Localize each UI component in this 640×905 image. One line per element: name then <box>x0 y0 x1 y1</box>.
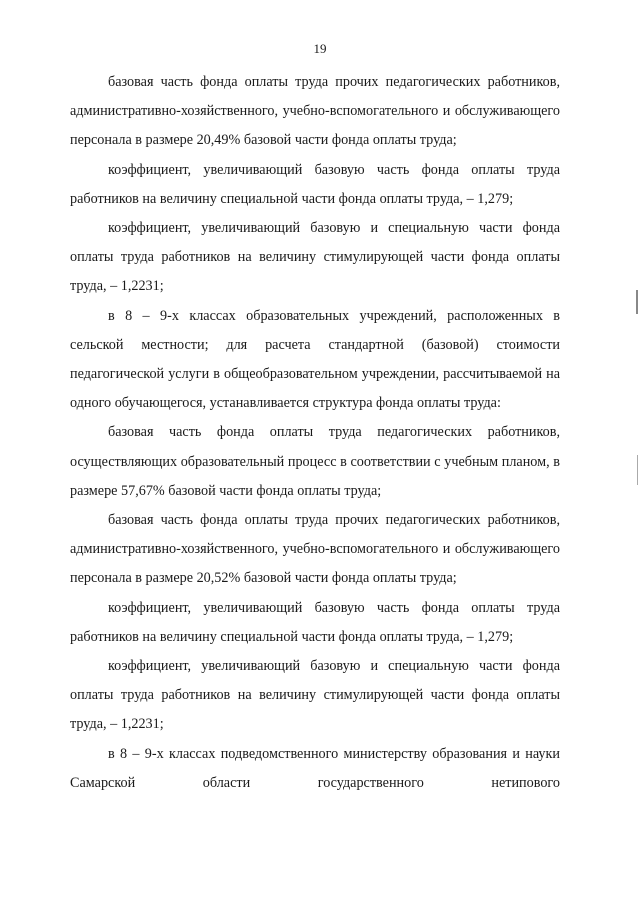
page-number: 19 <box>313 41 327 56</box>
paragraph-7: коэффициент, увеличивающий базовую часть фонда оплаты труда работников на величину специальной части фонда оплаты труда, – 1,279; <box>70 599 560 645</box>
paragraph-4: в 8 – 9-х классах образовательных учреждений, расположенных в сельской местности; для расчета стандартной (базовой) стоимости педагогической услуги в общеобразовательном учреждении, рассчитываемой на одного обучающегося, устанавливается структура фонда оплаты труда: <box>70 307 560 412</box>
paragraph-2: коэффициент, увеличивающий базовую часть фонда оплаты труда работников на величину специальной части фонда оплаты труда, – 1,279; <box>70 161 560 207</box>
paragraph-9: в 8 – 9-х классах подведомственного министерству образования и науки Самарской области государственного нетипового <box>70 745 560 791</box>
document-body <box>70 68 560 798</box>
paragraph-6: базовая часть фонда оплаты труда прочих педагогических работников, административно-хозяйственного, учебно-вспомогательного и обслуживающего персонала в размере 20,52% базовой части фонда оплаты труда; <box>70 512 560 587</box>
paragraph-1: базовая часть фонда оплаты труда прочих педагогических работников, административно-хозяйственного, учебно-вспомогательного и обслуживающего персонала в размере 20,49% базовой части фонда оплаты труда; <box>70 74 560 149</box>
paragraph-3: коэффициент, увеличивающий базовую и специальную части фонда оплаты труда работников на величину стимулирующей части фонда оплаты труда, – 1,2231; <box>70 220 560 295</box>
paragraph-8: коэффициент, увеличивающий базовую и специальную части фонда оплаты труда работников на величину стимулирующей части фонда оплаты труда, – 1,2231; <box>70 658 560 733</box>
paragraph-5: базовая часть фонда оплаты труда педагогических работников, осуществляющих образовательный процесс в соответствии с учебным планом, в размере 57,67% базовой части фонда оплаты труда; <box>70 424 560 499</box>
scan-edge-mark <box>636 290 638 314</box>
scan-edge-mark <box>637 455 638 485</box>
